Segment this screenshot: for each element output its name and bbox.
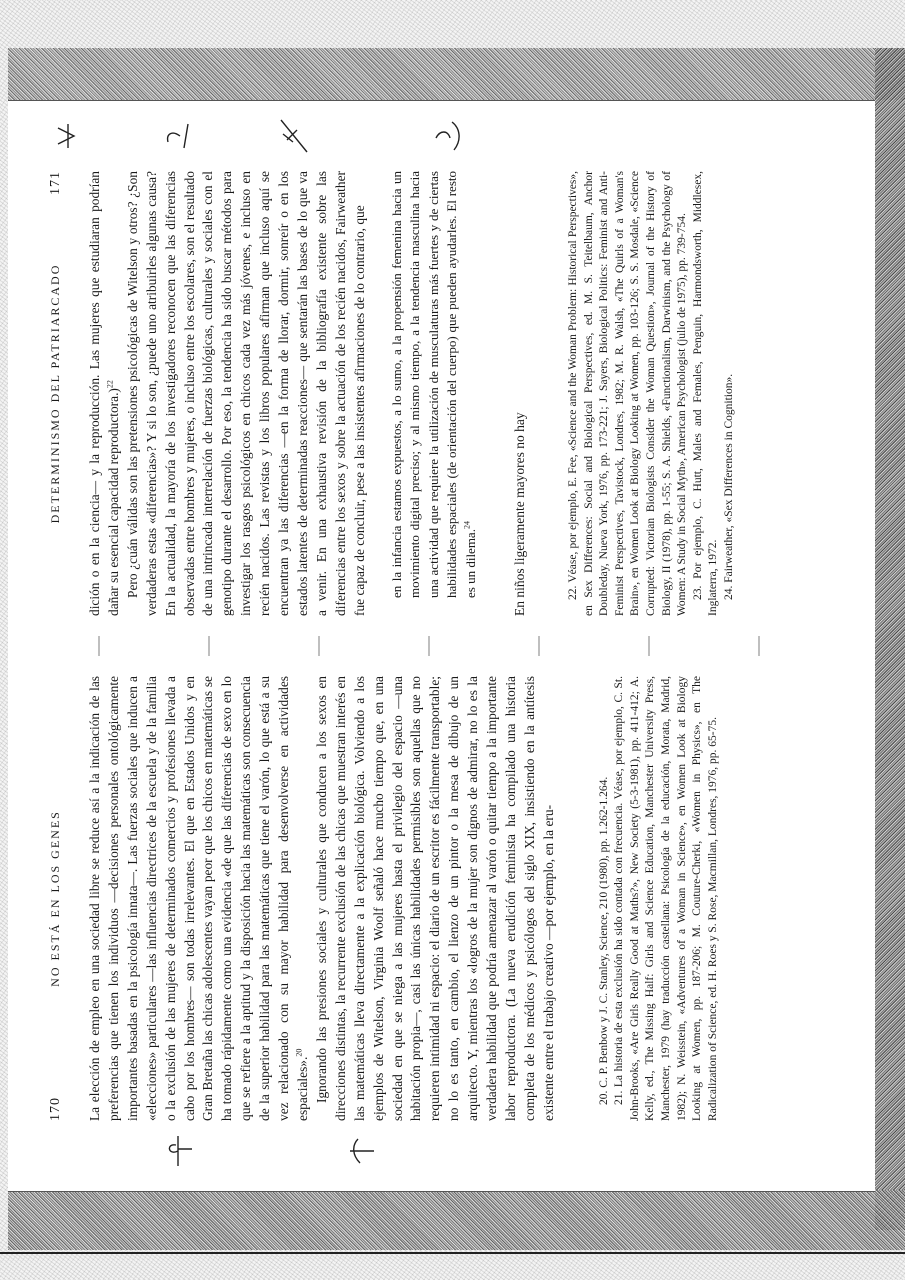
block-quote: en la infancia estamos expuestos, a lo sumo, a la propensión femenina hacia un movimiento digital preciso; y al mismo tiempo, a la tendencia masculina hacia una actividad que requiere la utilización de musculaturas más fuertes y de ciertas habilidades espaciales (de orientación del cuerpo) que pueden ayudarles. El resto es un dilema.$^{24}$	[388, 171, 478, 598]
scan-noise-bottom	[8, 1190, 905, 1250]
page-number: 170	[48, 1097, 63, 1121]
running-head-title: DETERMINISMO DEL PATRIARCADO	[48, 263, 62, 524]
footnote-ref: 24	[462, 521, 472, 530]
right-page	[8, 101, 875, 646]
left-footnotes	[597, 676, 722, 1121]
footnote: 24. Fairweather, «Sex Differences in Cognition».	[723, 373, 736, 600]
scan-noise-right	[875, 48, 905, 1230]
scan-edge-line	[0, 1252, 905, 1254]
book-spread	[8, 101, 875, 1191]
margin-mark-right-4	[428, 116, 468, 156]
running-head-title: NO ESTÁ EN LOS GENES	[48, 810, 62, 987]
margin-mark-right-3	[273, 116, 313, 156]
margin-mark-left-2	[338, 1131, 378, 1171]
footnote-ref: 22	[105, 380, 115, 389]
footnote: 23. Por ejemplo, C. Hutt, Males and Females, Penguin, Harmondsworth, Middlesex, Inglaterra, 1972.	[691, 171, 720, 616]
footnote: 22. Véase, por ejemplo, E. Fee, «Science and the Woman Problem: Historical Perspectives», en Sex Differences: Social and Biological Perspectives, ed. M. S. Teitelbaum, Anchor Doubleday, Nueva York, 1976, pp. 173-221; J. Sayers, Biological Politics: Feminist and Anti-Feminist Perspectives, Tavistock, Londres, 1982; M. R. Walsh, «The Quirls of a Woman's Brain», en Women Look at Biology Looking at Women, pp. 103-126; S. S. Mosdale, «Science Corrupted: Victorian Biologists Consider the Woman Question», Journal of the History of Biology, II (1978), pp. 1-55; S. A. Shields, «Functionalism, Darwinism, and the Psychology of Women: A Study in Social Myth», American Psychologist (julio de 1975), pp. 739-754.	[567, 171, 689, 616]
scan-noise-top	[8, 48, 905, 100]
paragraph: Pero ¿cuán válidas son las pretensiones psicológicas de Witelson y otros? ¿Son verdaderas estas «diferencias»? Y si lo son, ¿puede uno atribuirles algunas causa? En la actualidad, la mayoría de los investigadores reconocen que las diferencias observadas entre hombres y mujeres, o incluso entre los escolares, son el resultado de una intrincada interrelación de fuerzas biológicas, culturales y sociales con el genotipo durante el desarrollo. Por eso, la tendencia ha sido buscar métodos para investigar los rasgos psicológicos en chicos cada vez más jóvenes, e incluso en recién nacidos. Las revistas y los libros populares afirman que incluso aquí se encuentran ya las diferencias —en la forma de llorar, dormir, sonreír o en los estados latentes de determinadas reacciones— que sentarán las bases de lo que va a venir. En una exhaustiva revisión de la bibliografía existente sobre las diferencias entre los sexos y sobre la actuación de los recién nacidos, Fairweather fue capaz de concluir, pese a las insistentes afirmaciones de lo contrario, que	[124, 171, 367, 616]
margin-mark-right-1	[48, 116, 88, 156]
paragraph: dición o en la ciencia— y la reproducción. Las mujeres que estudiaran podrían dañar su esencial capacidad reproductora.)$^{22}$	[87, 171, 121, 616]
right-running-head	[48, 171, 64, 616]
continuation-line: En niños ligeramente mayores no hay	[512, 412, 528, 616]
margin-mark-left-1	[158, 1131, 198, 1171]
page-number: 171	[48, 171, 63, 195]
paragraph: La elección de empleo en una sociedad libre se reduce así a la indicación de las preferencias que tienen los individuos —decisiones personales ontológicamente importantes basadas en la psicología innata—. Las fuerzas sociales que inducen a «elecciones» particulares —las influencias directrices de la escuela y de la familia o la exclusión de las mujeres de determinados comercios y profesiones llevada a cabo por los hombres— son todas irrelevantes. El que en Estados Unidos y en Gran Bretaña las chicas adolescentes vayan peor que los chicos en matemáticas se ha tomado rápidamente como una evidencia «de que las diferencias de sexo en lo que se refiere a la aptitud y la disposición hacia las matemáticas son consecuencia de la superior habilidad para las matemáticas que tiene el varón, lo que está a su vez relacionado con su mayor habilidad para desenvolverse en actividades espaciales».$^{20}$	[87, 676, 310, 1121]
left-running-head	[48, 676, 64, 1121]
paragraph: Ignorando las presiones sociales y culturales que conducen a los sexos en direcciones distintas, la recurrente exclusión de las chicas que muestran interés en las matemáticas lleva directamente a la explicación biológica. Volviendo a los ejemplos de Witelson, Virginia Woolf señaló hace mucho tiempo que, en una sociedad en que se niega a las mujeres hasta el privilegio del espacio —una habitación propia—, casi las únicas habilidades permisibles son aquellas que no requieren intimidad ni espacio: el diario de un escritor es fácilmente transportable; no lo es tanto, en cambio, el lienzo de un pintor o la mesa de dibujo de un arquitecto. Y, mientras los «logros de la mujer son dignos de admirar, no lo es la verdadera habilidad que podría amenazar al varón o quitar tiempo a la importante labor reproductora. (La nueva erudición feminista ha compilado una historia completa de los médicos y psicólogos del siglo XIX, insistiendo en la antítesis existente entre el trabajo creativo —por ejemplo, en la eru-	[313, 676, 556, 1121]
footnote: 20. C. P. Benbow y J. C. Stanley, Science, 210 (1980), pp. 1.262-1.264.	[597, 776, 610, 1105]
left-body-text	[86, 676, 559, 1121]
left-page	[8, 646, 875, 1191]
book-sheet	[8, 100, 875, 1192]
footnote-ref: 20	[294, 1048, 304, 1057]
right-footnotes	[566, 171, 738, 616]
margin-mark-right-2	[158, 116, 198, 156]
right-body-text	[86, 171, 370, 616]
footnote: 21. La historia de esta exclusión ha sido contada con frecuencia. Véase, por ejemplo, C. St. John-Brooks, «Are Girls Really Good at Maths?», New Society (5-3-1981), pp. 411-412; A. Kelly, ed., The Missing Half: Girls and Science Education, Manchester University Press, Manchester, 1979 (hay traducción castellana: Psicología de la educación, Morata, Madrid, 1982); N. Weisstein, «Adventures of a Woman in Science», en Women Look at Biology Looking at Women, pp. 187-206; M. Couture-Cherki, «Women in Physics», en The Radicalization of Science, ed. H. Roes y S. Rose, Macmillan, Londres, 1976, pp. 65-75.	[613, 676, 719, 1121]
